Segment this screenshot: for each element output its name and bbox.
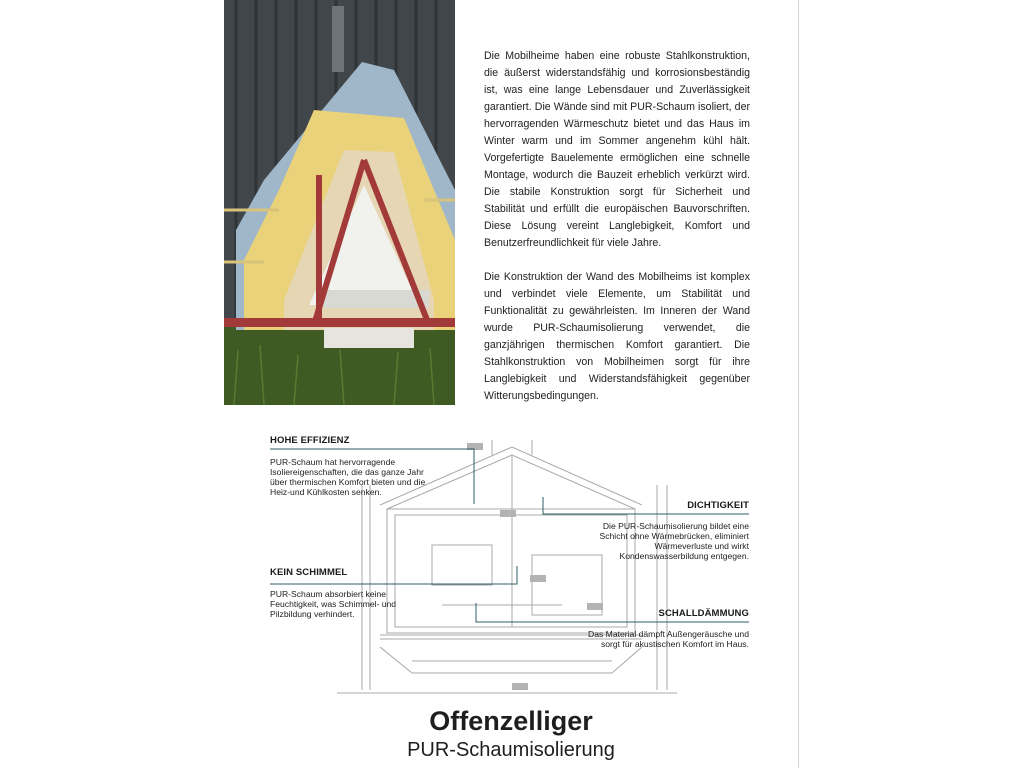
page-title: Offenzelliger — [429, 706, 593, 736]
callout-mold-text: PUR-Schaum absorbiert keine Feuchtigkeit, was Schimmel- und Pilzbildung verhindert. — [270, 589, 397, 619]
callout-mold-title: KEIN SCHIMMEL — [270, 567, 348, 578]
callout-sound-text: Das Material dämpft Außengeräusche und sorgt für akustischen Komfort im Haus. — [588, 629, 749, 649]
callout-tightness-title: DICHTIGKEIT — [687, 500, 749, 511]
callout-sound-title: SCHALLDÄMMUNG — [658, 608, 749, 619]
callout-efficiency-title: HOHE EFFIZIENZ — [270, 435, 350, 446]
callout-efficiency-text: PUR-Schaum hat hervorragende Isoliereigenschaften, die das ganze Jahr über thermischen Komfort bieten und die Heiz-und Kühlkosten senken. — [270, 457, 426, 497]
cutaway-illustration — [224, 0, 455, 405]
body-text — [484, 48, 750, 422]
cross-section-diagram — [262, 425, 762, 705]
cutaway-photo — [224, 0, 455, 405]
paragraph-1: Die Mobilheime haben eine robuste Stahlkonstruktion, die äußerst widerstandsfähig und korrosionsbeständig ist, was eine lange Lebensdauer und Zuverlässigkeit garantiert. Die Wände sind mit PUR-Schaum isoliert, der hervorragenden Wärmeschutz bietet und das Haus im Winter warm und im Sommer angenehm kühl hält. Vorgefertigte Bauelemente ermöglichen eine schnelle Montage, wodurch die Bauzeit erheblich verkürzt wird. Die stabile Konstruktion sorgt für Sicherheit und Stabilität und erfüllt die europäischen Bauvorschriften. Diese Lösung vereint Langlebigkeit, Komfort und Benutzerfreundlichkeit für viele Jahre. — [484, 50, 750, 249]
paragraph-2: Die Konstruktion der Wand des Mobilheims ist komplex und verbindet viele Elemente, um Stabilität und Funktionalität zu gewährleisten. Im Inneren der Wand wurde PUR-Schaumisolierung verwendet, die ganzjährigen thermischen Komfort garantiert. Die Stahlkonstruktion von Mobilheimen sorgt für ihre Langlebigkeit und Widerstandsfähigkeit gegenüber Witterungsbedingungen. — [484, 271, 750, 402]
page-subtitle: PUR-Schaumisolierung — [407, 739, 615, 761]
callout-tightness-text: Die PUR-Schaumisolierung bildet eine Schicht ohne Wärmebrücken, eliminiert Wärmeverluste und wirkt Kondenswasserbildung entgegen. — [599, 521, 749, 561]
